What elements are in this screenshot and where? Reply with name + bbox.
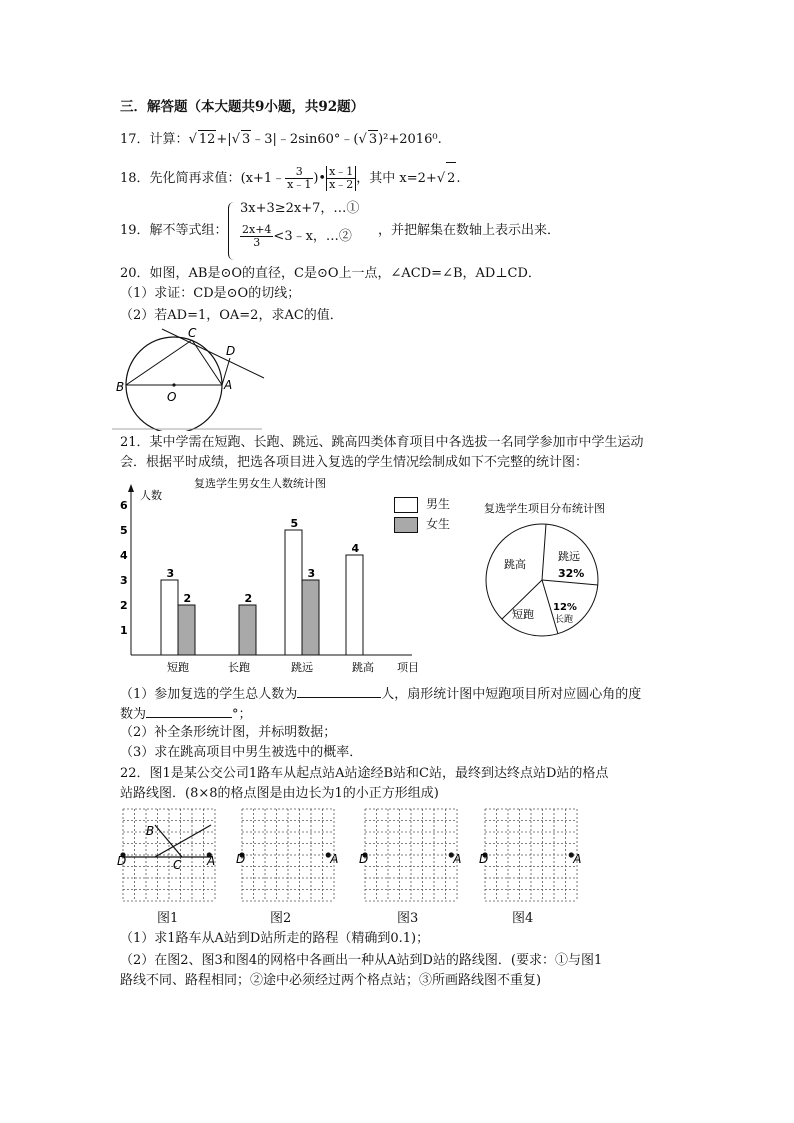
grid-label-a: A [453, 852, 462, 866]
legend-label-female: 女生 [426, 517, 451, 531]
answer-blank-total[interactable] [297, 683, 381, 698]
question-22-part2a: （2）在图2、图3和图4的网格中各画出一种从A站到D站的路线图．(要求：①与图1 [120, 953, 603, 968]
bar-value-label: 4 [351, 542, 360, 555]
question-17: 17．计算：√ 12+|√ 3﹣3|﹣2sin60°﹣(√ 3)²+2016⁰. [120, 132, 442, 147]
circle-figure [112, 325, 282, 431]
label-c: C [188, 326, 197, 340]
caption-fig3: 图3 [397, 911, 419, 926]
grid-2 [236, 809, 338, 901]
label-d: D [226, 344, 236, 358]
bar-male-2 [285, 530, 302, 655]
chart-legend [394, 495, 484, 535]
grid-1 [120, 809, 215, 901]
question-20-stem: 20．如图，AB是⊙O的直径，C是⊙O上一点，∠ACD=∠B，AD⊥CD． [120, 266, 541, 281]
label-a: A [224, 378, 233, 392]
grid-label-a: A [573, 852, 582, 866]
bar-value-label: 2 [183, 592, 192, 605]
question-21-part1: （1）参加复选的学生总人数为 人，扇形统计图中短跑项目所对应圆心角的度 [120, 683, 641, 704]
fraction: $\frac{2x+4}{3}$ [242, 223, 272, 249]
category-label: 跳远 [291, 661, 313, 674]
legend-label-male: 男生 [426, 497, 451, 511]
caption-fig1: 图1 [157, 911, 179, 926]
bar-chart [112, 472, 442, 682]
pie-chart [478, 495, 628, 640]
section-title: 三．解答题（本大题共9小题，共92题） [120, 99, 365, 115]
chord-bc [126, 340, 192, 385]
category-label: 长跑 [228, 661, 250, 674]
question-22-part2b: 路线不同、路程相同；②途中必须经过两个格点站；③所画路线图不重复) [120, 973, 542, 988]
fraction: $\frac{3}{x﹣1}$ [287, 165, 312, 191]
y-tick-label: 2 [120, 599, 128, 612]
pie-title: 复选学生项目分布统计图 [484, 502, 605, 515]
chart-title: 复选学生男女生人数统计图 [194, 477, 326, 490]
chord-ac [192, 340, 222, 385]
bar-value-label: 2 [244, 592, 253, 605]
bar-value-label: 5 [290, 517, 299, 530]
grid1-label-b: B [146, 824, 155, 838]
legend-swatch-male [394, 497, 418, 513]
question-21-part3: （3）求在跳高项目中男生被选中的概率． [120, 745, 363, 760]
question-20-part1: （1）求证：CD是⊙O的切线； [120, 286, 301, 301]
bar-value-label: 3 [166, 567, 175, 580]
fraction: $\frac{x﹣1}{x﹣2}$ [326, 166, 356, 191]
y-tick-label: 5 [120, 524, 128, 537]
grid1-label-c: C [173, 858, 182, 872]
grid1-label-d: D [117, 854, 127, 868]
question-21-stem1: 21．某中学需在短跑、长跑、跳远、跳高四类体育项目中各选拔一名同学参加市中学生运动 [120, 435, 644, 450]
bars [161, 517, 363, 655]
y-tick-label: 1 [120, 624, 128, 637]
pie-label-long-jump: 跳远 [558, 550, 580, 563]
bar-female-0 [178, 605, 195, 655]
question-21-part2: （2）补全条形统计图，并标明数据； [120, 725, 337, 740]
y-tick-label: 3 [120, 574, 128, 587]
question-19: 19．解不等式组： 3x+3≥2x+7，…① $\frac{2x+4}{3}$ <3﹣x，…② ，并把解集在数轴上表示出来． [120, 200, 640, 262]
grid-label-d: D [479, 852, 489, 866]
route-a-b [155, 825, 211, 857]
bar-male-0 [161, 580, 178, 655]
category-label: 跳高 [352, 661, 374, 674]
grid-label-d: D [359, 852, 369, 866]
category-labels [167, 660, 374, 674]
legend-swatch-female [394, 517, 418, 533]
question-18: 18．先化简再求值：(x+1﹣ $\frac{3}{x﹣1}$ )• $\frac{x﹣1}{x﹣2}$ ，其中 x=2+√ 2. [120, 162, 461, 195]
pie-pct-long-jump: 32% [558, 567, 585, 580]
pie-label-high-jump: 跳高 [504, 558, 526, 571]
bar-value-label: 3 [307, 567, 316, 580]
y-tick-label: 4 [120, 549, 128, 562]
grid-label-d: D [236, 852, 246, 866]
caption-fig4: 图4 [512, 911, 534, 926]
bar-female-2 [302, 580, 319, 655]
pie-label-sprint: 短跑 [512, 608, 534, 621]
brace [228, 202, 239, 260]
pie-pct-distance: 12% [553, 602, 577, 613]
y-axis-label: 人数 [140, 489, 162, 502]
y-ticks [120, 499, 128, 637]
pie-label-distance: 长跑 [555, 615, 574, 625]
label-o: O [167, 390, 177, 404]
label-b: B [116, 380, 125, 394]
x-axis-label: 项目 [397, 661, 419, 674]
y-tick-label: 6 [120, 499, 128, 512]
bar-male-3 [346, 555, 363, 655]
caption-fig2: 图2 [270, 911, 292, 926]
question-20-part2: （2）若AD=1，OA=2，求AC的值． [120, 308, 343, 323]
grid-4 [479, 809, 581, 901]
question-22-part1: （1）求1路车从A站到D站所走的路程（精确到0.1)； [120, 931, 430, 946]
question-21-stem2: 会．根据平时成绩，把选各项目进入复选的学生情况绘制成如下不完整的统计图： [120, 455, 589, 470]
question-21-part1-cont: 数为 °； [120, 703, 252, 724]
bar-female-1 [239, 605, 256, 655]
category-label: 短跑 [167, 661, 189, 674]
answer-blank-angle[interactable] [146, 703, 232, 718]
grid-label-a: A [330, 852, 339, 866]
center-point [172, 383, 175, 386]
grid-3 [359, 809, 461, 901]
question-22-stem2: 站路线图．(8×8的格点图是由边长为1的小正方形组成) [120, 786, 439, 801]
grid1-label-a: A [207, 854, 216, 868]
question-22-stem1: 22．图1是某公交公司1路车从起点站A站途经B站和C站，最终到达终点站D站的格点 [120, 766, 609, 781]
y-axis-arrow [128, 484, 134, 492]
